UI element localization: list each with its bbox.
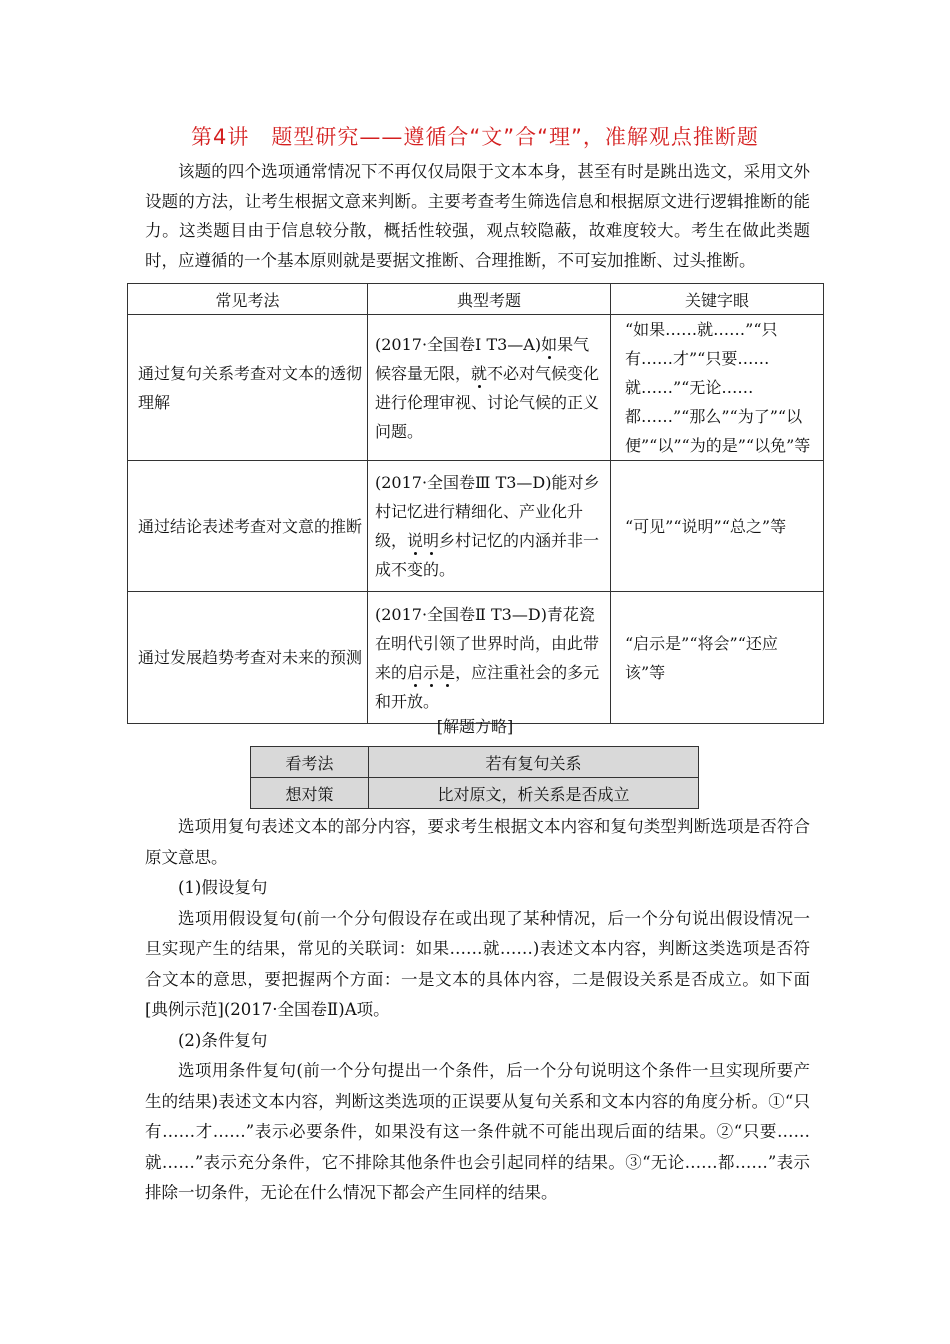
example-cell [368,461,611,592]
emphasis-char: 示 [423,662,440,682]
strategy-table [250,746,699,809]
strategy-caption: [解题方略] [436,717,514,736]
keywords-cell: “可见”“说明”“总之”等 [611,461,824,592]
table-row [128,461,824,592]
example-text: (2017·全国卷Ⅲ T3—D)能对乡村记忆进行精细化、产业化升级， [375,473,600,550]
section-heading: (2)条件复句 [178,1030,268,1050]
table-header-row [128,284,824,315]
strategy-row [251,778,699,809]
emphasis-char: 是 [439,662,456,682]
strategy-value: 若有复句关系 [369,747,699,778]
emphasis-char: 明 [423,531,440,550]
strategy-row [251,747,699,778]
example-cell [368,315,611,461]
example-cell [368,592,611,724]
body-text [145,812,810,1209]
keywords-cell: “启示是”“将会”“还应该”等 [611,592,824,724]
emphasis-char: 就 [471,363,488,383]
strategy-key: 看考法 [251,747,369,778]
header-keywords: 关键字眼 [611,284,824,315]
table-row [128,315,824,461]
example-text: 不必对气候变化进行伦理审视、讨论气候的正义问题。 [375,363,600,441]
strategy-value: 比对原文，析关系是否成立 [369,778,699,809]
intro-paragraph: 该题的四个选项通常情况下不再仅仅局限于文本本身，甚至有时是跳出选文，采用文外设题的方法，让考生根据文意来判断。主要考查考生筛选信息和根据原文进行逻辑推断的能力。这类题目由于信息较分散，概括性较强，观点较隐蔽，故难度较大。考生在做此类题时，应遵循的一个基本原则就是要据文推断、合理推断，不可妄加推断、过头推断。 [145,162,810,270]
method-cell: 通过发展趋势考查对未来的预测 [128,592,368,724]
header-method: 常见考法 [128,284,368,315]
paragraph: 选项用条件复句(前一个分句提出一个条件，后一个分句说明这个条件一旦实现所要产生的结果)表述文本内容，判断这类选项的正误要从复句关系和文本内容的角度分析。①“只有……才……”表示必要条件，如果没有这一条件就不可能出现后面的结果。②“只要……就……”表示充分条件，它不排除其他条件也会引起同样的结果。③“无论……都……”表示排除一切条件，无论在什么情况下都会产生同样的结果。 [145,1061,810,1202]
page-title: 第4讲 题型研究——遵循合“文”合“理”，准解观点推断题 [191,125,759,149]
example-text: (2017·全国卷Ⅱ T3—D)青花瓷在明代引领了世界时尚，由此带来的 [375,604,600,682]
example-text: 乡村记忆的内涵并非一成不变的。 [375,531,600,579]
method-cell: 通过结论表述考查对文意的推断 [128,461,368,592]
example-text: ，应注重社会的多元和开放。 [375,662,600,711]
example-text: 果气候容量无限， [375,334,590,383]
paragraph: 选项用假设复句(前一个分句假设存在或出现了某种情况，后一个分句说出假设情况一旦实现产生的结果，常见的关联词：如果……就……)表述文本内容，判断这类选项是否符合文本的意思，要把握两个方面：一是文本的具体内容，二是假设关系是否成立。如下面[典例示范](2017·全国卷Ⅱ)A项。 [145,908,810,1019]
paragraph: 选项用复句表述文本的部分内容，要求考生根据文本内容和复句类型判断选项是否符合原文意思。 [145,817,810,867]
header-example: 典型考题 [368,284,611,315]
emphasis-char: 启 [407,662,424,682]
question-type-table [127,283,824,724]
method-cell: 通过复句关系考查对文本的透彻理解 [128,315,368,461]
example-text: (2017·全国卷Ⅰ T3—A) [375,334,542,354]
table-row [128,592,824,724]
strategy-key: 想对策 [251,778,369,809]
emphasis-char: 说 [407,531,424,550]
emphasis-char: 如 [541,334,558,354]
keywords-cell: “如果……就……”“只有……才”“只要……就……”“无论……都……”“那么”“为了”“以便”“以”“为的是”“以免”等 [611,315,824,461]
section-heading: (1)假设复句 [178,878,268,897]
